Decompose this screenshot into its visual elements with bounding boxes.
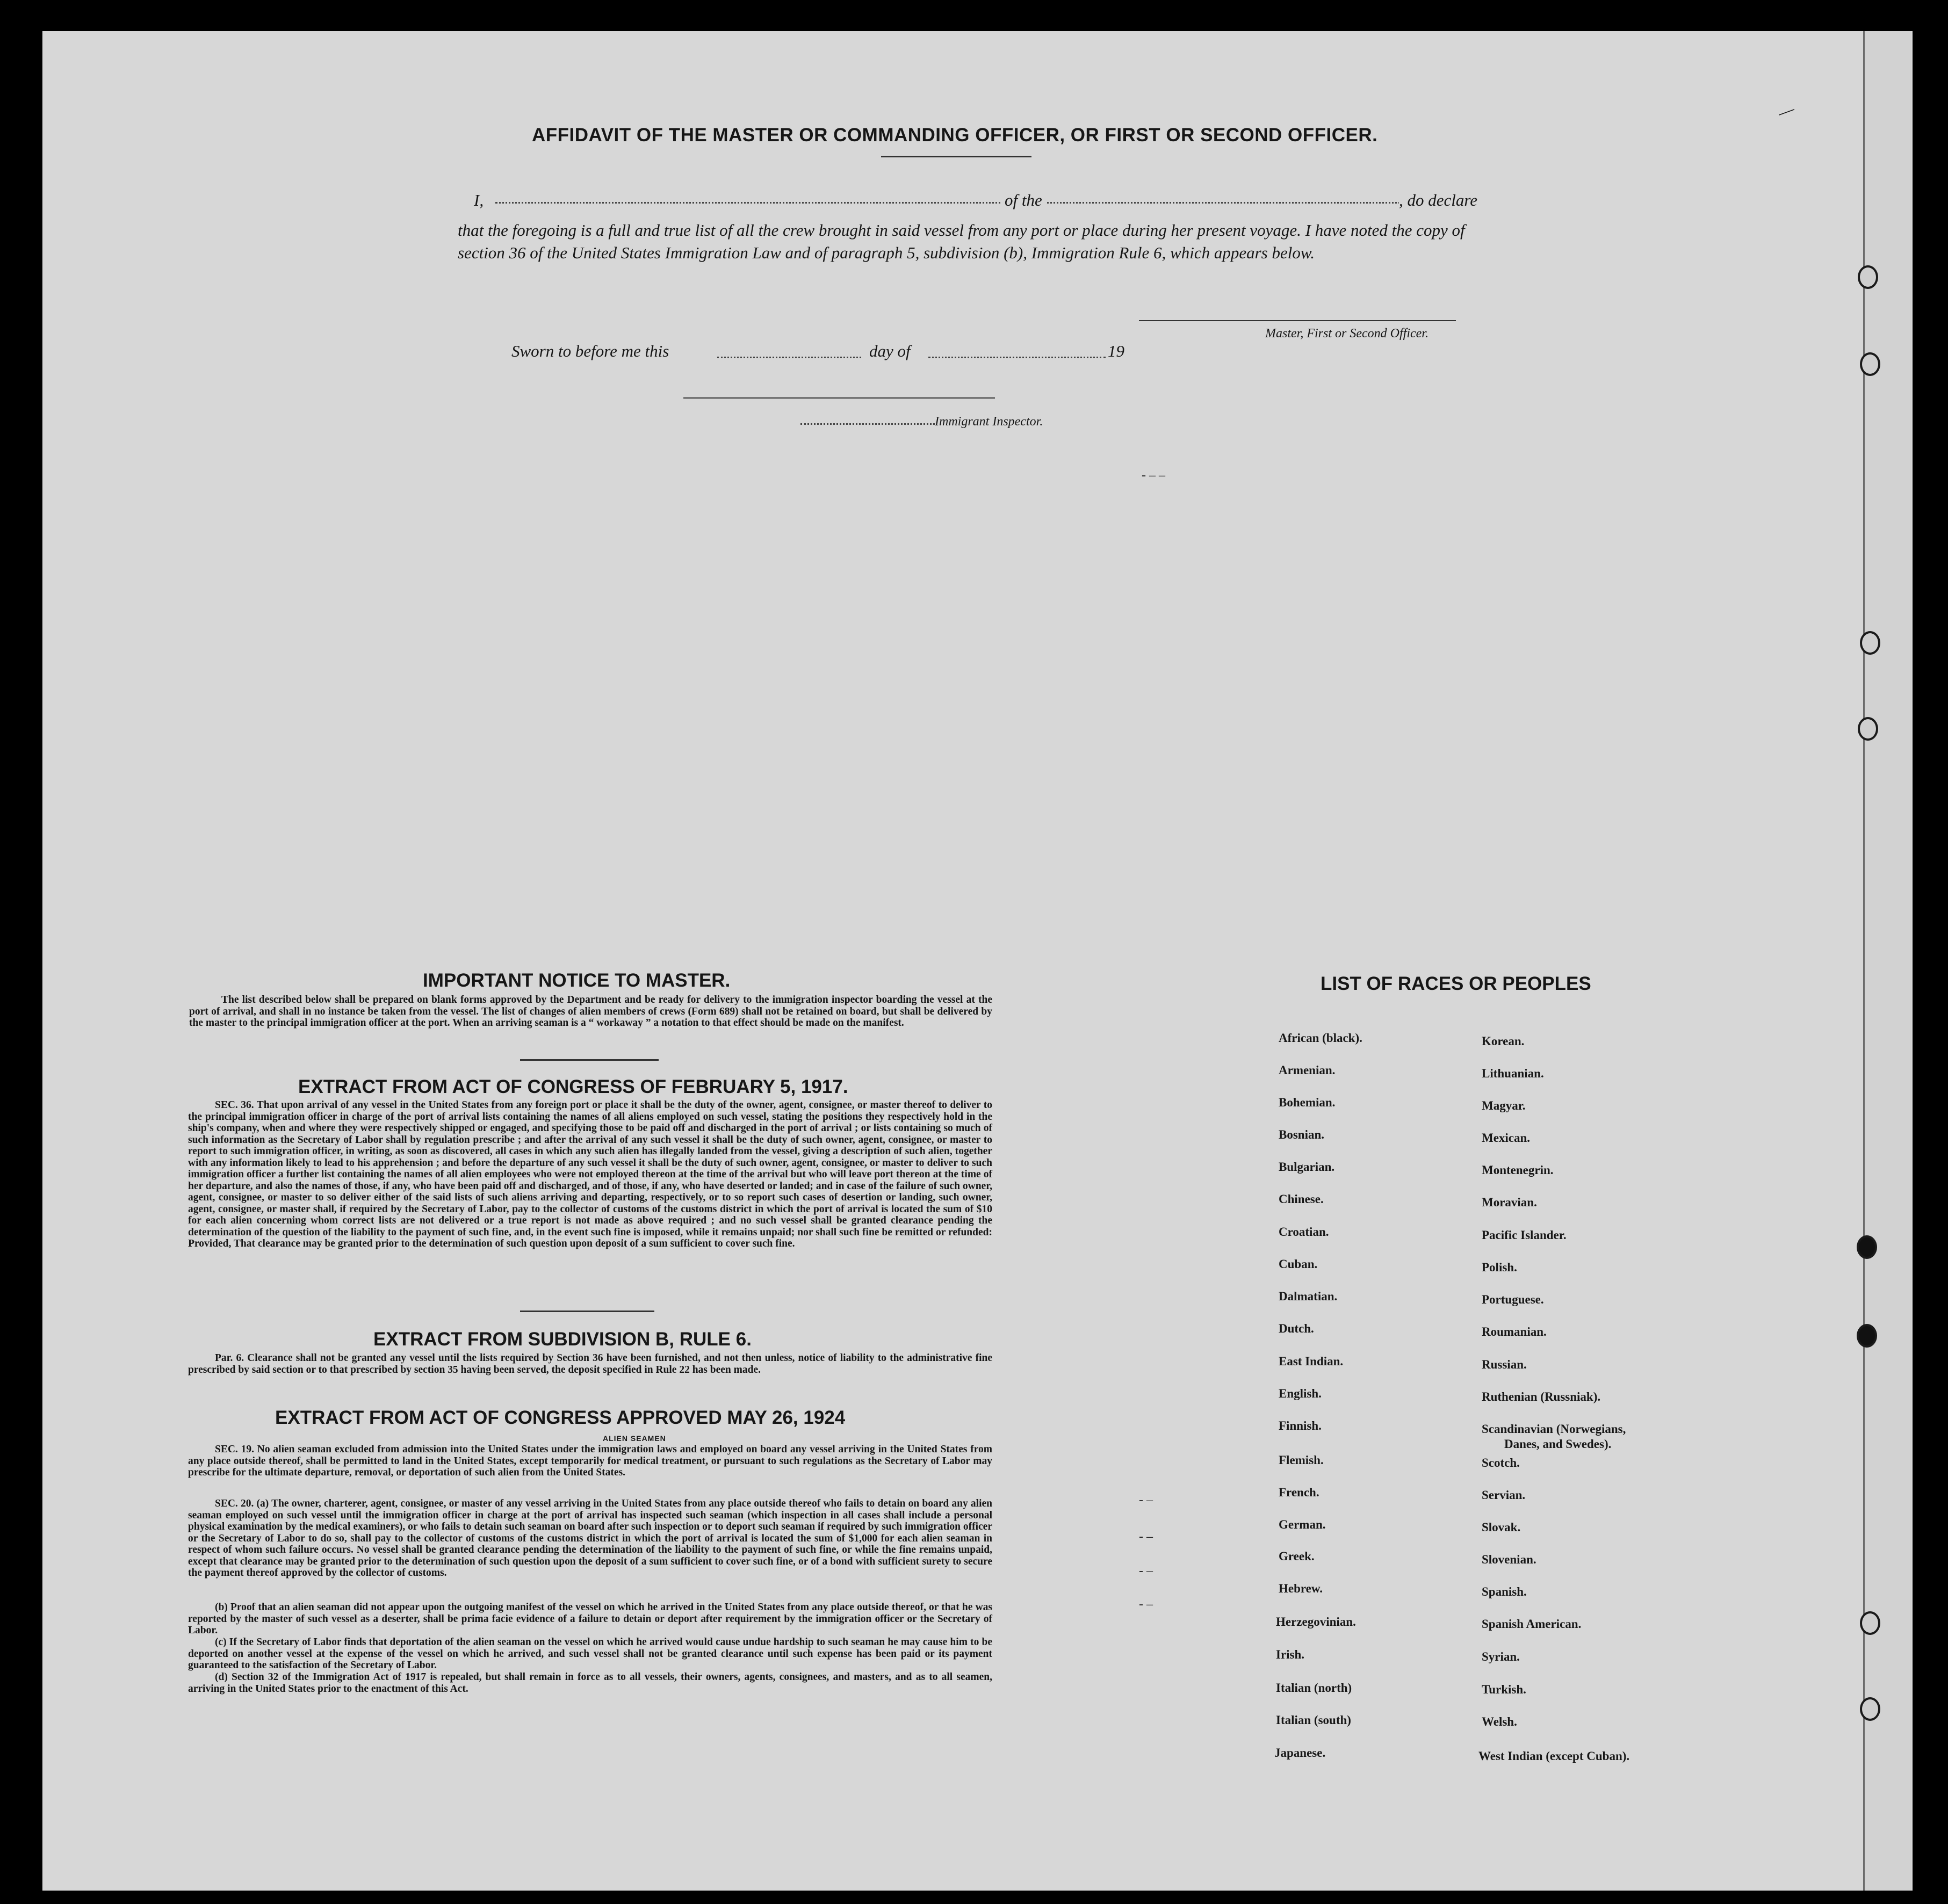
pen-mark: - –: [1139, 1564, 1153, 1578]
extract-1924-title: EXTRACT FROM ACT OF CONGRESS APPROVED MAY 26, 1924: [275, 1407, 846, 1428]
punch-hole: [1858, 265, 1878, 289]
race-item: Roumanian.: [1482, 1325, 1547, 1338]
sec19-text: SEC. 19. No alien seaman excluded from admission into the United States under the immigration laws and employed on board any vessel arriving in the United States from any place outside thereof, shall be permitted to land in the United States, except temporarily for medical treatment, or pursuant to such regulations as the Secretary of Labor may prescribe for the ultimate departure, removal, or deportation of such alien from the United States.: [188, 1444, 992, 1478]
punch-hole: [1857, 1324, 1877, 1348]
race-item: West Indian (except Cuban).: [1478, 1749, 1630, 1763]
race-item: African (black).: [1279, 1031, 1362, 1045]
affidavit-of-the: of the: [1001, 189, 1045, 212]
extract-rule6-title: EXTRACT FROM SUBDIVISION B, RULE 6.: [373, 1329, 752, 1350]
sec20c-text: (c) If the Secretary of Labor finds that deportation of the alien seaman on the vessel on which he arrived would cause undue hardship to such seaman he may cause him to be deported on another vessel at the expense of the vessel on which he arrived, and such vessel shall not be granted clearance until such expense has been paid or its payment guaranteed to the satisfaction of the Secretary of Labor.: [188, 1637, 992, 1671]
affidavit-body: that the foregoing is a full and true list of all the crew brought in said vessel from any port or place during her present voyage. I have noted the copy of section 36 of the United States Immigration Law and of paragraph 5, subdivision (b), Immigration Rule 6, which appears below.: [458, 221, 1465, 262]
race-item: English.: [1279, 1387, 1322, 1400]
race-item: Flemish.: [1279, 1453, 1324, 1467]
race-item: Spanish American.: [1482, 1617, 1582, 1631]
affidavit-do-declare: , do declare: [1399, 189, 1477, 212]
race-item: Montenegrin.: [1482, 1163, 1554, 1177]
race-item: Korean.: [1482, 1034, 1525, 1048]
pen-mark: - –: [1139, 1493, 1153, 1507]
inspector-caption: Immigrant Inspector.: [935, 415, 1043, 429]
race-item: Greek.: [1279, 1550, 1315, 1563]
race-item: Armenian.: [1279, 1063, 1336, 1077]
sworn-prefix: Sworn to before me this: [511, 342, 669, 360]
race-item: Ruthenian (Russniak).: [1482, 1390, 1601, 1403]
punch-hole: [1860, 631, 1880, 655]
race-item: Bosnian.: [1279, 1128, 1325, 1141]
master-caption: Master, First or Second Officer.: [1265, 327, 1428, 341]
punch-hole: [1860, 1697, 1880, 1721]
master-signature-line[interactable]: [1139, 320, 1456, 321]
race-item: Welsh.: [1482, 1715, 1517, 1728]
pen-mark: - –: [1139, 1530, 1153, 1544]
affidavit-title: AFFIDAVIT OF THE MASTER OR COMMANDING OFFICER, OR FIRST OR SECOND OFFICER.: [532, 125, 1378, 146]
race-item: Bohemian.: [1279, 1096, 1336, 1109]
race-item: French.: [1279, 1486, 1319, 1499]
race-item: Magyar.: [1482, 1099, 1526, 1112]
race-item: Dalmatian.: [1279, 1290, 1338, 1303]
inspector-leader: [800, 422, 935, 425]
pen-mark: - – –: [1142, 468, 1165, 482]
race-item: Danes, and Swedes).: [1504, 1437, 1612, 1451]
punch-hole: [1857, 1235, 1877, 1259]
name-field[interactable]: [495, 201, 1446, 204]
race-item: East Indian.: [1279, 1355, 1344, 1368]
punch-hole: [1860, 1611, 1880, 1635]
inspector-signature-line[interactable]: [683, 397, 995, 399]
race-item: Cuban.: [1279, 1257, 1318, 1271]
affidavit-i: I,: [474, 191, 484, 209]
extract-1917-title: EXTRACT FROM ACT OF CONGRESS OF FEBRUARY 5, 1917.: [298, 1076, 848, 1097]
race-item: Finnish.: [1279, 1419, 1322, 1432]
race-item: Hebrew.: [1279, 1582, 1323, 1595]
race-item: Japanese.: [1274, 1746, 1326, 1760]
divider: [520, 1311, 654, 1312]
race-item: Pacific Islander.: [1482, 1228, 1567, 1242]
sec20a-text: SEC. 20. (a) The owner, charterer, agent, consignee, or master of any vessel arriving in the United States from any place outside thereof who fails to detain on board any alien seaman employed on such vessel until the immigration officer in charge at the port of arrival has inspected such seaman (which inspection in all cases shall include a personal physical examination by the medical examiners), or who fails to detain such seaman on board after such inspection or to deport such seaman if required by such immigration officer or the Secretary of Labor to do so, shall pay to the collector of customs of the customs district in which the port of arrival is located the sum of $1,000 for each alien seaman in respect of whom such failure occurs. No vessel shall be granted clearance pending the determination of the liability to the payment of such fine, or while the fine remains unpaid, except that clearance may be granted prior to the determination of such question upon the deposit of a sum sufficient to cover such fine, or of a bond with sufficient surety to secure the payment thereof approved by the collector of customs.: [188, 1498, 992, 1579]
pen-mark: - –: [1139, 1597, 1153, 1611]
race-item: Russian.: [1482, 1358, 1527, 1371]
race-item: Irish.: [1276, 1648, 1305, 1661]
race-item: Mexican.: [1482, 1131, 1531, 1145]
race-item: Syrian.: [1482, 1650, 1520, 1663]
race-item: Bulgarian.: [1279, 1160, 1335, 1174]
divider: [520, 1059, 659, 1061]
extract-1917-text: SEC. 36. That upon arrival of any vessel in the United States from any foreign port or place it shall be the duty of the owner, agent, consignee, or master thereof to deliver to the principal immigration officer in charge of the port of arrival lists containing the names of all aliens employed on such vessel, stating the positions they respectively hold in the ship's company, when and where they were respectively shipped or engaged, and specifying those to be paid off and discharged in the port of arrival ; or lists containing so much of such information as the Secretary of Labor shall by regulation prescribe ; and after the arrival of any such vessel it shall be the duty of such owner, agent, consignee, or master to report to such immigration officer, in writing, as soon as discovered, all cases in which any such alien has illegally landed from the vessel, giving a description of such alien, together with any information likely to lead to his apprehension ; and before the departure of any such vessel it shall be the duty of such owner, agent, consignee, or master to deliver to such immigration officer a further list containing the names of all alien employees who were not employed thereon at the time of the arrival but who will leave port thereon at the time of her departure, and also the names of those, if any, who have been paid off and discharged, and of those, if any, who have deserted or landed; and in case of the failure of such owner, agent, consignee, or master to so deliver either of the said lists of such aliens arriving and departing, respectively, or to so report such cases of desertion or landing, such owner, agent, consignee, or master shall, if required by the Secretary of Labor, pay to the collector of customs of the customs district in which the port of arrival is located the sum of $10 for each alien concerning whom correct lists are not delivered or a true report is not made as above required ; and no such vessel shall be granted clearance pending the determination of the question of the liability to the payment of such fine, and, in the event such fine is imposed, while it remains unpaid; nor shall such fine be remitted or refunded: Provided, That clearance may be granted prior to the determination of such question upon deposit of a sum sufficient to cover such fine.: [188, 1099, 992, 1249]
punch-hole: [1858, 717, 1878, 741]
punch-hole: [1860, 352, 1880, 376]
race-item: Polish.: [1482, 1261, 1517, 1274]
pen-mark: ―: [1776, 99, 1797, 122]
extract-rule6-text: Par. 6. Clearance shall not be granted any vessel until the lists required by Section 36 have been furnished, and not then unless, notice of liability to the administrative fine prescribed by said section or to that prescribed by section 35 having been served, the deposit specified in Rule 22 has been made.: [188, 1352, 992, 1375]
race-item: Dutch.: [1279, 1322, 1314, 1335]
race-item: Spanish.: [1482, 1585, 1527, 1598]
sworn-month-field[interactable]: [928, 356, 1106, 358]
sworn-day: day of: [869, 342, 911, 360]
race-item: Scotch.: [1482, 1456, 1520, 1469]
race-item: Italian (south): [1276, 1713, 1351, 1727]
sec20b-text: (b) Proof that an alien seaman did not appear upon the outgoing manifest of the vessel on which he arrived in the United States from any place outside thereof, or that he was reported by the master of such vessel as a deserter, shall be prima facie evidence of a failure to detain or deport after requirement by the immigration officer or the Secretary of Labor.: [188, 1602, 992, 1636]
race-item: Croatian.: [1279, 1225, 1329, 1239]
race-item: Servian.: [1482, 1488, 1526, 1502]
race-item: Portuguese.: [1482, 1293, 1544, 1306]
race-item: Italian (north): [1276, 1681, 1352, 1695]
sworn-year: 19: [1108, 342, 1124, 360]
extract-1924-subtitle: ALIEN SEAMEN: [603, 1434, 666, 1443]
race-item: Chinese.: [1279, 1192, 1324, 1206]
race-item: Moravian.: [1482, 1196, 1537, 1209]
race-item: Turkish.: [1482, 1683, 1526, 1696]
notice-title: IMPORTANT NOTICE TO MASTER.: [423, 970, 731, 991]
sec20d-text: (d) Section 32 of the Immigration Act of 1917 is repealed, but shall remain in force as to all vessels, their owners, agents, consignees, and masters, and as to all seamen, arriving in the United States prior to the enactment of this Act.: [188, 1671, 992, 1695]
race-item: Slovak.: [1482, 1521, 1521, 1534]
races-title: LIST OF RACES OR PEOPLES: [1321, 973, 1591, 994]
race-item: Scandinavian (Norwegians,: [1482, 1422, 1626, 1436]
race-item: German.: [1279, 1518, 1326, 1531]
race-item: Lithuanian.: [1482, 1067, 1544, 1080]
race-item: Herzegovinian.: [1276, 1615, 1356, 1628]
divider: [881, 156, 1031, 157]
notice-text: The list described below shall be prepared on blank forms approved by the Department and be ready for delivery to the immigration inspector boarding the vessel at the port of arrival, and shall in no instance be taken from the vessel. The list of changes of alien members of crews (Form 689) shall not be retained on board, but shall be delivered by the master to the principal immigration officer at the port. When an arriving seaman is a “ workaway ” a notation to that effect should be made on the manifest.: [189, 994, 992, 1029]
sworn-date-field[interactable]: [717, 356, 861, 358]
race-item: Slovenian.: [1482, 1553, 1536, 1566]
